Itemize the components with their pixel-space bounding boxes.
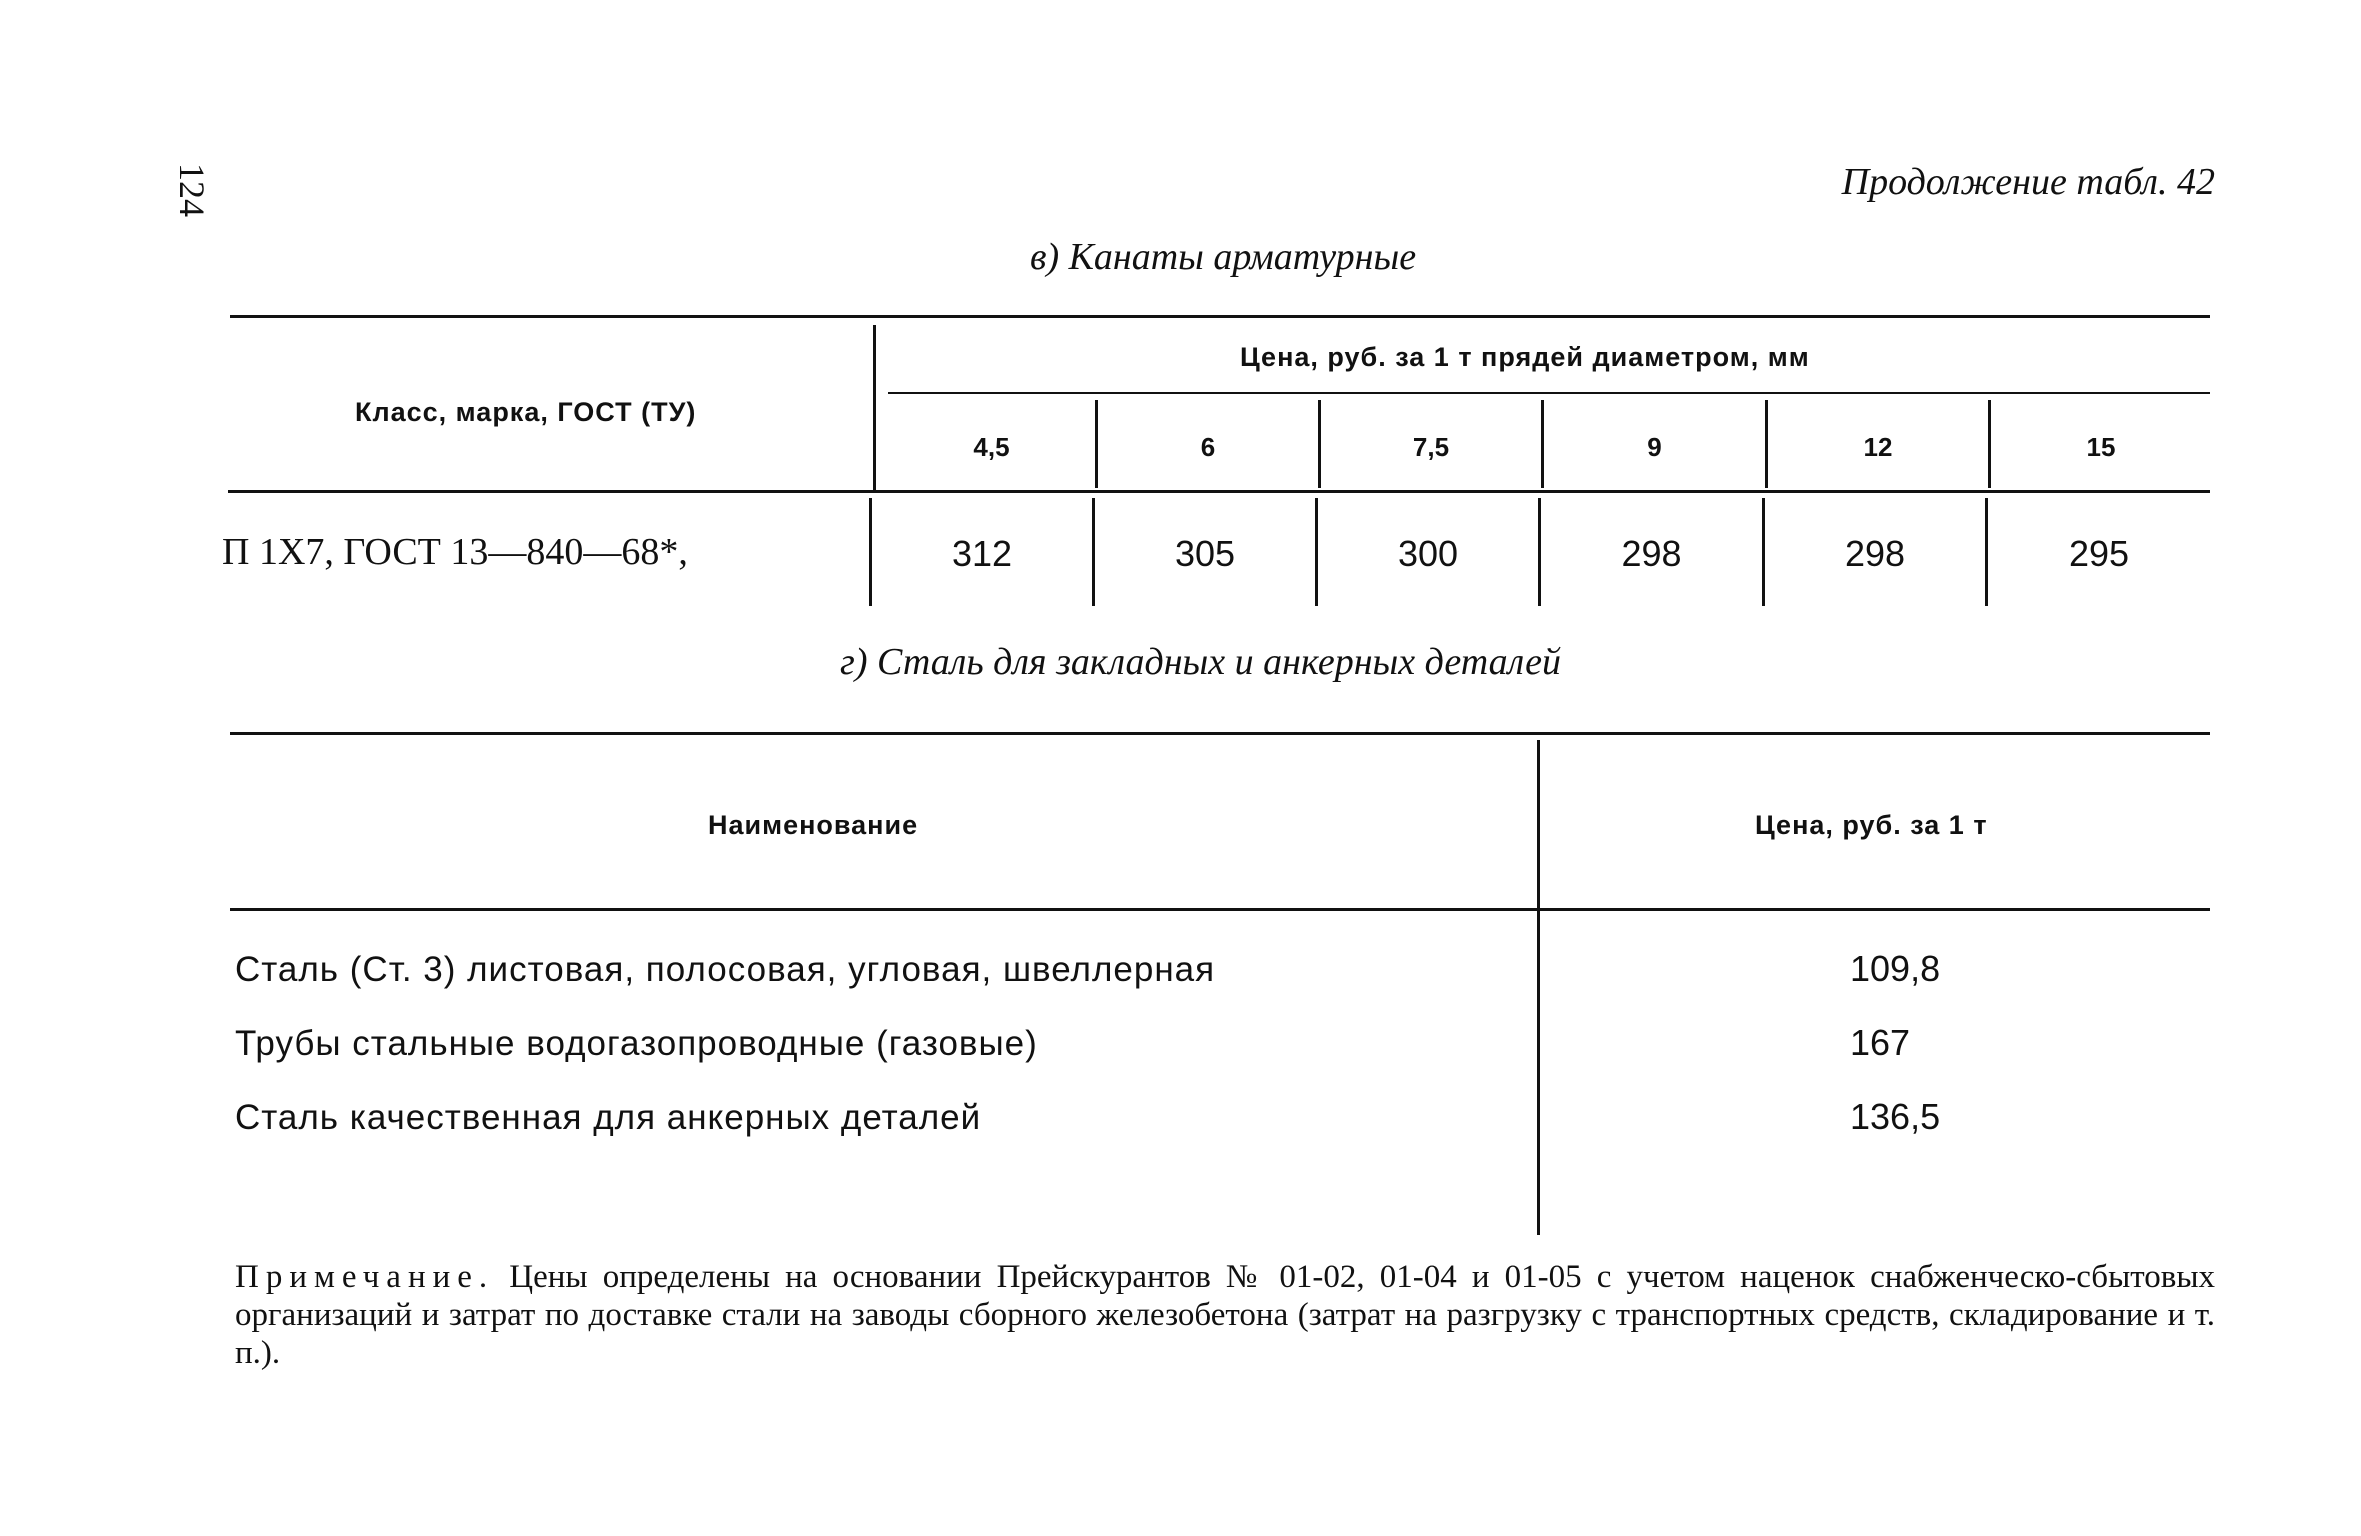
diameter-header: 4,5 bbox=[973, 432, 1010, 462]
steel-item-price: 109,8 bbox=[1850, 948, 1941, 989]
header-price-per-ton-diameter: Цена, руб. за 1 т прядей диаметром, мм bbox=[1240, 342, 1810, 372]
header-name: Наименование bbox=[708, 810, 919, 840]
steel-item-price: 136,5 bbox=[1850, 1096, 1941, 1137]
diameter-header: 12 bbox=[1863, 432, 1893, 462]
header-divider bbox=[873, 325, 876, 490]
footnote bbox=[235, 1258, 2215, 1372]
table-continuation-label: Продолжение табл. 42 bbox=[1841, 161, 2215, 203]
table-top-rule bbox=[230, 315, 2210, 318]
header-bottom-rule bbox=[230, 908, 2210, 911]
page-number: 124 bbox=[172, 163, 212, 217]
table-top-rule bbox=[230, 732, 2210, 735]
rope-grade-label: П 1Х7, ГОСТ 13—840—68*, bbox=[222, 531, 688, 573]
diameter-header: 7,5 bbox=[1412, 432, 1450, 462]
price-cell: 305 bbox=[1174, 533, 1236, 574]
footnote-heading: Примечание. bbox=[235, 1259, 495, 1295]
steel-item-name: Сталь (Ст. 3) листовая, полосовая, угловая, швеллерная bbox=[235, 950, 1216, 989]
price-cell: 312 bbox=[951, 533, 1013, 574]
section-v-title: в) Канаты арматурные bbox=[1030, 236, 1417, 278]
steel-item-name: Сталь качественная для анкерных деталей bbox=[235, 1098, 982, 1137]
section-g-title: г) Сталь для закладных и анкерных деталей bbox=[840, 641, 1561, 683]
steel-item-name: Трубы стальные водогазопроводные (газовые) bbox=[235, 1024, 1038, 1063]
price-cell: 298 bbox=[1621, 533, 1682, 574]
diameter-header: 9 bbox=[1647, 432, 1662, 462]
header-price-per-ton: Цена, руб. за 1 т bbox=[1755, 810, 1988, 840]
price-cell: 295 bbox=[2068, 533, 2130, 574]
footnote-text: Цены определены на основании Прейскурантов № 01-02, 01-04 и 01-05 с учетом наценок снабженческо-сбытовых организаций и затрат по доставке стали на заводы сборного железобетона (затрат на разгрузку с транспортных средств, складирование и т. п.). bbox=[235, 1259, 2215, 1371]
price-cell: 300 bbox=[1397, 533, 1459, 574]
steel-item-price: 167 bbox=[1850, 1022, 1911, 1063]
diameter-header: 15 bbox=[2086, 432, 2116, 462]
price-cell: 298 bbox=[1844, 533, 1906, 574]
column-divider bbox=[1537, 740, 1540, 1235]
header-class-mark-gost: Класс, марка, ГОСТ (ТУ) bbox=[355, 397, 697, 427]
diameter-header: 6 bbox=[1200, 432, 1216, 462]
header-subrule bbox=[888, 392, 2210, 394]
header-bottom-rule bbox=[228, 490, 2210, 493]
